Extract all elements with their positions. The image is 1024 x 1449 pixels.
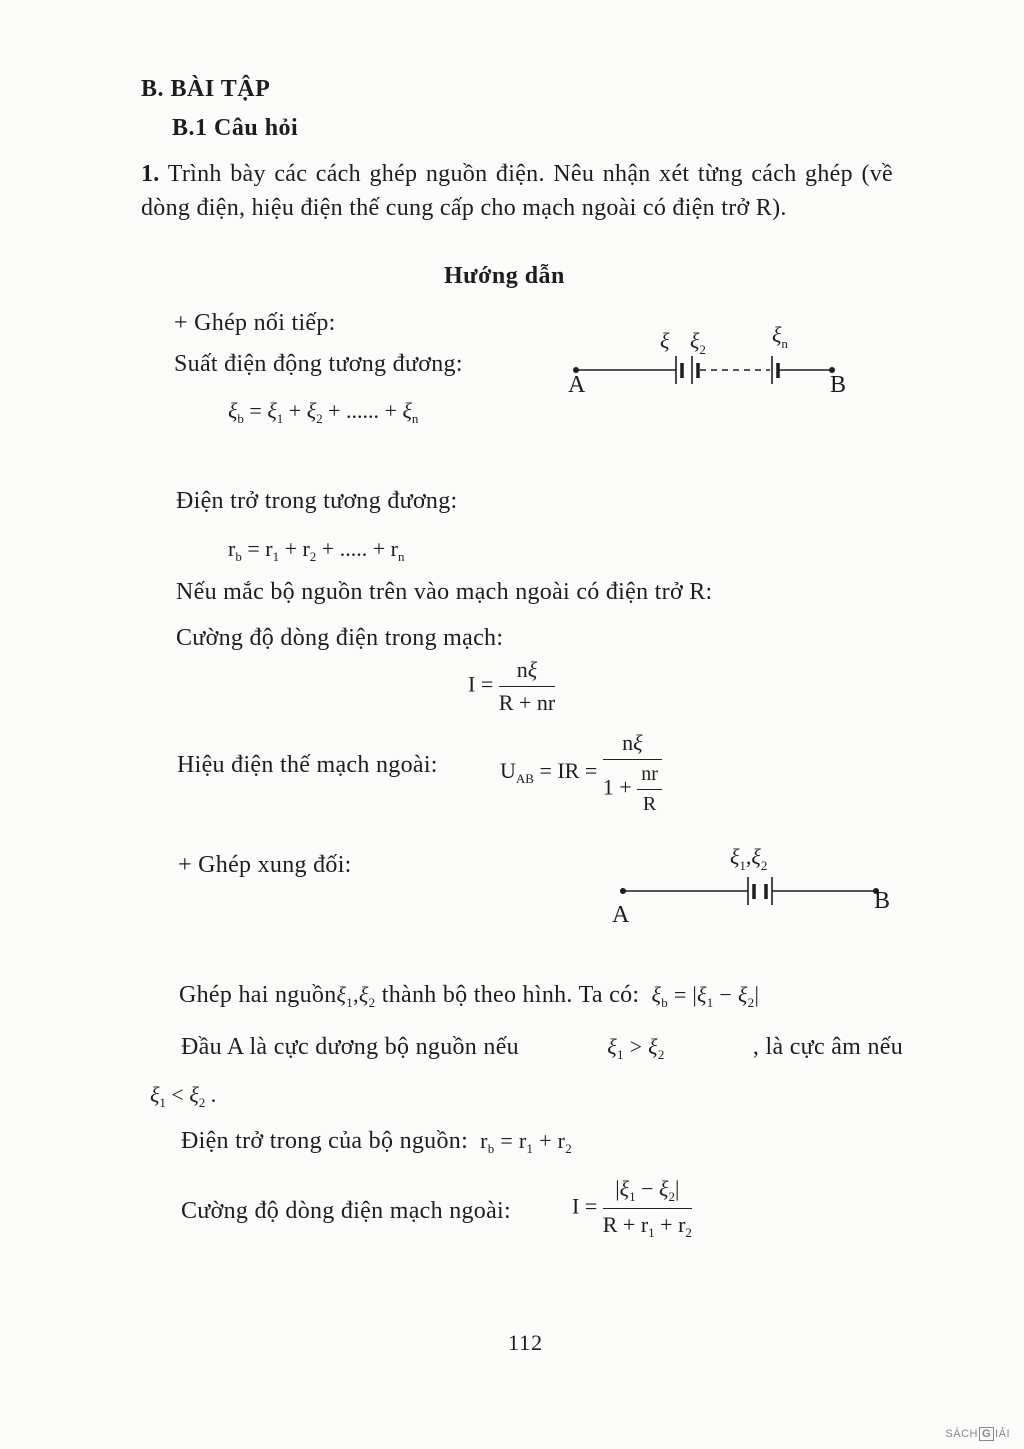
label-a: A: [568, 372, 586, 398]
section-heading: B. BÀI TẬP: [141, 76, 271, 102]
opposed-title: + Ghép xung đối:: [178, 852, 352, 878]
opposed-internal-label: [181, 1128, 572, 1157]
emf-n-symbol: $\xi_n$: [772, 322, 788, 351]
series-title: + Ghép nối tiếp:: [174, 310, 336, 336]
opposed-pole-condition-2: $\xi_1 < \xi_2$ .: [150, 1082, 217, 1110]
question-paragraph: [141, 157, 893, 225]
opposed-desc-a: Ghép hai nguồn: [179, 982, 337, 1008]
opposed-pole-a: Đầu A là cực dương bộ nguồn nếu: [181, 1034, 519, 1060]
page-number: 112: [508, 1330, 544, 1355]
watermark-left: SÁCH: [945, 1428, 978, 1440]
subsection-heading: B.1 Câu hỏi: [172, 115, 299, 141]
opposed-current-formula: I = $\frac{|\xi_1 - \xi_2|}{R + r_1 + r_2}$: [572, 1176, 692, 1240]
question-text: Trình bày các cách ghép nguồn điện. Nêu nhận xét từng cách ghép (về dòng điện, hiệu điện thế cung cấp cho mạch ngoài có điện trở R).: [141, 161, 893, 221]
series-current-label: Cường độ dòng điện trong mạch:: [176, 625, 504, 651]
label-a: A: [612, 902, 630, 928]
emf-2-symbol: $\xi_2$: [690, 328, 706, 357]
opposed-description: Ghép hai $nguồn\xi_1,\xi_2$ thành bộ theo hình. Ta có: $\xi_b = |\xi_1 - \xi_2|$: [179, 982, 760, 1010]
series-circuit-diagram: [560, 318, 860, 400]
label-b: B: [874, 888, 891, 914]
series-voltage-label: Hiệu điện thế mạch ngoài:: [177, 752, 438, 778]
series-external-label: Nếu mắc bộ nguồn trên vào mạch ngoài có điện trở R:: [176, 579, 713, 605]
emf-1-symbol: ξ: [660, 328, 670, 353]
series-emf-label: Suất điện động tương đương:: [174, 351, 463, 377]
guide-title: Hướng dẫn: [444, 263, 565, 289]
opposed-desc-b: thành bộ theo hình. Ta có:: [375, 982, 640, 1008]
watermark-logo: [945, 1427, 1010, 1441]
opposed-circuit-diagram: [612, 838, 902, 930]
label-b: B: [830, 372, 847, 398]
watermark-right: IẢI: [995, 1428, 1010, 1440]
opposed-internal-formula: $r_b = r_1 + r_2$: [474, 1128, 573, 1156]
opposed-pole-line: [181, 1034, 903, 1063]
series-emf-formula: $\xi_b = \xi_1 + \xi_2$ + ...... + $\xi_n$: [228, 398, 419, 426]
opposed-pole-b: , là cực âm nếu: [752, 1034, 903, 1060]
question-number: 1.: [141, 161, 160, 187]
opposed-current-label: Cường độ dòng điện mạch ngoài:: [181, 1198, 511, 1224]
watermark-g: G: [979, 1427, 994, 1441]
series-voltage-formula: $U_{AB}$ = IR = nξ 1 + $\frac{nr}{R}$: [500, 730, 662, 816]
series-current-formula: I = $\frac{n\xi}{R + nr}$: [468, 657, 556, 715]
emf-pair-symbol: $\xi_1,\xi_2$: [730, 844, 768, 873]
opposed-pole-condition: $\xi_1 > \xi_2$: [607, 1034, 665, 1062]
series-internal-formula: $r_b = r_1 + r_2$ + ..... + $r_n$: [228, 536, 405, 564]
series-internal-label: Điện trở trong tương đương:: [176, 488, 458, 514]
opposed-emf-formula: $\xi_b = |\xi_1 - \xi_2|$: [651, 982, 760, 1010]
opposed-internal-text: Điện trở trong của bộ nguồn:: [181, 1128, 469, 1154]
